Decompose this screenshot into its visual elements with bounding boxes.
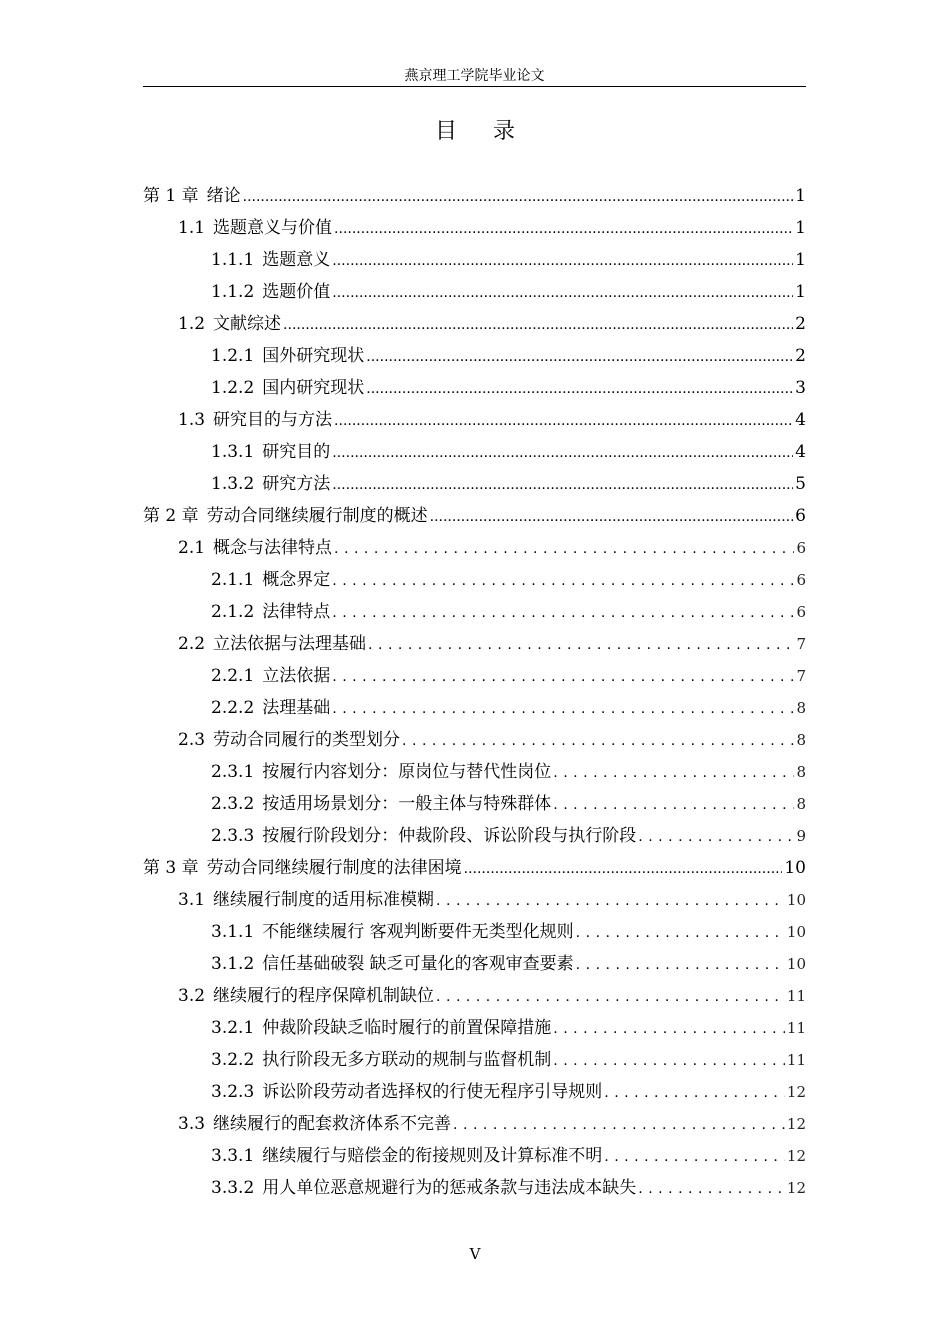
toc-entry-page: 11 — [786, 1019, 806, 1037]
toc-entry-title: 仲裁阶段缺乏临时履行的前置保障措施 — [262, 1018, 552, 1038]
toc-dot-leader — [283, 308, 793, 341]
toc-entry-number: 3.2.2 — [211, 1050, 255, 1070]
toc-dot-leader — [402, 724, 794, 757]
toc-entry-number: 第 2 章 — [143, 506, 199, 526]
toc-entry[interactable] — [143, 532, 806, 564]
toc-entry-title: 劳动合同继续履行制度的法律困境 — [206, 858, 462, 878]
toc-dot-leader — [576, 916, 785, 949]
toc-entry[interactable] — [143, 596, 806, 628]
toc-entry[interactable] — [143, 948, 806, 980]
toc-entry-page: 5 — [795, 474, 806, 494]
table-of-contents — [143, 180, 806, 1204]
page-header: 燕京理工学院毕业论文 — [404, 68, 545, 84]
toc-entry-number: 2.2 — [178, 634, 206, 654]
toc-entry-number: 3.1.1 — [211, 922, 255, 942]
toc-entry[interactable] — [143, 1076, 806, 1108]
toc-entry-title: 劳动合同履行的类型划分 — [213, 730, 401, 750]
toc-entry-number: 1.1 — [178, 218, 206, 238]
toc-entry[interactable] — [143, 244, 806, 276]
toc-entry[interactable] — [143, 180, 806, 212]
toc-entry-title: 不能继续履行 客观判断要件无类型化规则 — [262, 922, 574, 942]
toc-entry-title: 选题意义 — [262, 250, 331, 270]
toc-entry-number: 2.1 — [178, 538, 206, 558]
toc-entry-page: 1 — [795, 218, 806, 238]
page-number: V — [469, 1245, 481, 1263]
toc-entry-page: 9 — [796, 827, 806, 845]
toc-entry-title: 法律特点 — [262, 602, 331, 622]
toc-entry[interactable] — [143, 724, 806, 756]
toc-entry[interactable] — [143, 500, 806, 532]
toc-entry[interactable] — [143, 308, 806, 340]
toc-entry-title: 概念界定 — [262, 570, 331, 590]
toc-entry-title: 继续履行的配套救济体系不完善 — [213, 1114, 452, 1134]
toc-entry[interactable] — [143, 820, 806, 852]
toc-entry-title: 选题意义与价值 — [213, 218, 333, 238]
toc-entry-number: 3.3.2 — [211, 1178, 255, 1198]
toc-entry-title: 文献综述 — [213, 314, 282, 334]
toc-entry-page: 10 — [786, 891, 806, 909]
toc-entry-number: 1.2.2 — [211, 378, 255, 398]
toc-dot-leader — [243, 180, 794, 213]
toc-entry-title: 概念与法律特点 — [213, 538, 333, 558]
toc-entry-page: 4 — [795, 442, 806, 462]
toc-entry-number: 2.2.2 — [211, 698, 255, 718]
toc-dot-leader — [332, 660, 794, 693]
toc-entry[interactable] — [143, 436, 806, 468]
toc-entry-title: 诉讼阶段劳动者选择权的行使无程序引导规则 — [262, 1082, 603, 1102]
toc-entry-number: 第 3 章 — [143, 858, 199, 878]
toc-dot-leader — [604, 1140, 785, 1173]
toc-entry-title: 按履行内容划分：原岗位与替代性岗位 — [262, 762, 552, 782]
toc-entry-page: 11 — [786, 1051, 806, 1069]
toc-entry-number: 3.1 — [178, 890, 206, 910]
toc-entry-number: 3.2 — [178, 986, 206, 1006]
toc-entry[interactable] — [143, 564, 806, 596]
toc-entry-page: 10 — [784, 858, 806, 878]
toc-entry-page: 12 — [786, 1115, 806, 1133]
toc-dot-leader — [368, 628, 794, 661]
toc-dot-leader — [366, 340, 793, 373]
toc-dot-leader — [436, 980, 785, 1013]
toc-entry-page: 12 — [786, 1083, 806, 1101]
toc-dot-leader — [553, 1012, 785, 1045]
toc-dot-leader — [332, 692, 794, 725]
toc-entry[interactable] — [143, 372, 806, 404]
toc-entry-title: 国外研究现状 — [262, 346, 365, 366]
toc-entry[interactable] — [143, 980, 806, 1012]
toc-entry-number: 3.2.3 — [211, 1082, 255, 1102]
toc-dot-leader — [464, 852, 783, 885]
toc-entry-title: 绪论 — [206, 186, 241, 206]
toc-dot-leader — [332, 436, 793, 469]
toc-entry-number: 1.3 — [178, 410, 206, 430]
toc-entry[interactable] — [143, 468, 806, 500]
toc-entry-number: 2.3.2 — [211, 794, 255, 814]
header-rule — [143, 86, 806, 87]
toc-entry[interactable] — [143, 1108, 806, 1140]
toc-entry-title: 研究目的与方法 — [213, 410, 333, 430]
toc-entry-page: 8 — [796, 731, 806, 749]
toc-entry[interactable] — [143, 788, 806, 820]
toc-entry[interactable] — [143, 756, 806, 788]
toc-entry[interactable] — [143, 884, 806, 916]
toc-entry-number: 1.2.1 — [211, 346, 255, 366]
toc-entry-title: 立法依据与法理基础 — [213, 634, 367, 654]
toc-entry-page: 6 — [796, 539, 806, 557]
toc-entry-number: 第 1 章 — [143, 186, 199, 206]
toc-entry-page: 4 — [795, 410, 806, 430]
toc-entry[interactable] — [143, 1172, 806, 1204]
toc-entry-page: 6 — [796, 603, 806, 621]
toc-entry-page: 3 — [795, 378, 806, 398]
toc-entry-number: 1.2 — [178, 314, 206, 334]
toc-dot-leader — [332, 276, 793, 309]
toc-entry-title: 劳动合同继续履行制度的概述 — [206, 506, 428, 526]
toc-entry-page: 1 — [795, 250, 806, 270]
toc-entry-number: 1.3.2 — [211, 474, 255, 494]
toc-dot-leader — [453, 1108, 785, 1141]
toc-dot-leader — [576, 948, 785, 981]
toc-entry-page: 8 — [796, 699, 806, 717]
toc-entry-page: 2 — [795, 346, 806, 366]
toc-entry-page: 8 — [796, 763, 806, 781]
toc-entry-title: 国内研究现状 — [262, 378, 365, 398]
toc-entry-number: 3.3 — [178, 1114, 206, 1134]
toc-entry-title: 研究目的 — [262, 442, 331, 462]
toc-dot-leader — [553, 1044, 785, 1077]
toc-entry-page: 6 — [795, 506, 806, 526]
toc-dot-leader — [332, 244, 793, 277]
toc-entry-page: 12 — [786, 1179, 806, 1197]
toc-entry-page: 1 — [795, 186, 806, 206]
toc-dot-leader — [332, 564, 794, 597]
toc-entry-number: 3.3.1 — [211, 1146, 255, 1166]
toc-entry[interactable] — [143, 692, 806, 724]
toc-entry[interactable] — [143, 276, 806, 308]
toc-entry[interactable] — [143, 212, 806, 244]
toc-dot-leader — [638, 820, 794, 853]
toc-entry-title: 按履行阶段划分：仲裁阶段、诉讼阶段与执行阶段 — [262, 826, 637, 846]
toc-entry-number: 3.2.1 — [211, 1018, 255, 1038]
toc-entry-title: 选题价值 — [262, 282, 331, 302]
toc-dot-leader — [430, 500, 794, 533]
toc-dot-leader — [332, 468, 793, 501]
toc-entry[interactable] — [143, 916, 806, 948]
toc-entry-title: 继续履行的程序保障机制缺位 — [213, 986, 435, 1006]
toc-entry-page: 6 — [796, 571, 806, 589]
toc-entry[interactable] — [143, 628, 806, 660]
toc-entry-number: 2.3.3 — [211, 826, 255, 846]
toc-dot-leader — [366, 372, 793, 405]
toc-entry-page: 7 — [796, 667, 806, 685]
toc-entry-title: 执行阶段无多方联动的规制与监督机制 — [262, 1050, 552, 1070]
toc-dot-leader — [553, 788, 794, 821]
toc-entry-title: 继续履行与赔偿金的衔接规则及计算标准不明 — [262, 1146, 603, 1166]
toc-dot-leader — [638, 1172, 785, 1205]
toc-dot-leader — [436, 884, 785, 917]
toc-entry-number: 2.3 — [178, 730, 206, 750]
toc-entry-number: 1.3.1 — [211, 442, 255, 462]
toc-entry-title: 研究方法 — [262, 474, 331, 494]
toc-entry[interactable] — [143, 340, 806, 372]
toc-entry-page: 11 — [786, 987, 806, 1005]
toc-entry-title: 法理基础 — [262, 698, 331, 718]
toc-dot-leader — [332, 596, 794, 629]
toc-dot-leader — [553, 756, 794, 789]
toc-entry-title: 按适用场景划分：一般主体与特殊群体 — [262, 794, 552, 814]
toc-entry[interactable] — [143, 1140, 806, 1172]
toc-entry-page: 10 — [786, 955, 806, 973]
toc-entry-page: 1 — [795, 282, 806, 302]
toc-entry[interactable] — [143, 660, 806, 692]
toc-dot-leader — [604, 1076, 785, 1109]
toc-entry[interactable] — [143, 1044, 806, 1076]
toc-title: 目录 — [434, 119, 551, 144]
toc-entry-page: 8 — [796, 795, 806, 813]
toc-entry-page: 12 — [786, 1147, 806, 1165]
toc-entry-number: 2.1.1 — [211, 570, 255, 590]
toc-entry-number: 3.1.2 — [211, 954, 255, 974]
toc-entry-title: 用人单位恶意规避行为的惩戒条款与违法成本缺失 — [262, 1178, 637, 1198]
toc-entry-page: 10 — [786, 923, 806, 941]
toc-entry-title: 信任基础破裂 缺乏可量化的客观审查要素 — [262, 954, 574, 974]
toc-entry[interactable] — [143, 852, 806, 884]
toc-entry-number: 2.1.2 — [211, 602, 255, 622]
toc-entry-number: 1.1.2 — [211, 282, 255, 302]
toc-dot-leader — [334, 404, 793, 437]
toc-dot-leader — [334, 532, 794, 565]
toc-entry-title: 立法依据 — [262, 666, 331, 686]
toc-dot-leader — [334, 212, 793, 245]
toc-entry-page: 2 — [795, 314, 806, 334]
toc-entry-number: 1.1.1 — [211, 250, 255, 270]
toc-entry-number: 2.3.1 — [211, 762, 255, 782]
toc-entry[interactable] — [143, 404, 806, 436]
toc-entry[interactable] — [143, 1012, 806, 1044]
toc-entry-number: 2.2.1 — [211, 666, 255, 686]
toc-entry-title: 继续履行制度的适用标准模糊 — [213, 890, 435, 910]
toc-entry-page: 7 — [796, 635, 806, 653]
